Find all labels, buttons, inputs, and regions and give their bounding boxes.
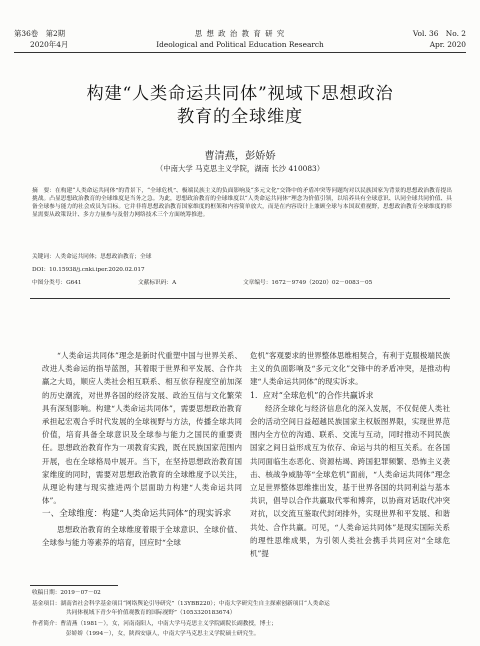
header-journal-en: Ideological and Political Education Research [156, 40, 324, 49]
left-paragraph-1: “人类命运共同体”理念是新时代重塑中国与世界关系、改进人类命运的指导蓝图，其着眼于世界和平发展、合作共赢之大局，顺应人类社会相互联系、相互依存程度空前加深的历史潮流，对世界各国的经济发展、政治互信与文化繁荣具有深刻影响。构建“人类命运共同体”，需要思想政治教育承担起宏观合乎时代发展的全球视野与方法，传播全球共同价值，培育具备全球意识及全球参与能力之国民的重要责任。思想政治教育作为一项教育实践，既在民族国家范围内开展，也在全球格局中展开。当下，在坚持思想政治教育国家维度的同时，需要对思想政治教育的全球维度予以关注，从理论构建与现实推进两个层面助力构建“人类命运共同体”。 [42, 351, 242, 506]
header-date-cn: 2020年4月 [30, 40, 69, 49]
title-line-2: 教育的全球维度 [177, 107, 303, 127]
received-date: 收稿日期：2019－07－02 [32, 590, 101, 596]
authors: 曹清燕，彭娇娇 [204, 151, 276, 162]
header-volume-en: Vol. 36 No. 2 [412, 29, 466, 38]
fund-line-2: 共同体视域下青少年价值观教育的国际视野”（1053320183674） [66, 610, 236, 616]
article-number: 文章编号：1672－9749（2020）02－0083－05 [243, 280, 373, 286]
subsection-heading-1: 1．应对“全球危机”的合作共赢诉求 [250, 390, 374, 400]
left-paragraph-2: 思想政治教育的全球维度着眼于全球意识、全球价值、全球参与能力等素养的培育，回应时“全球 [42, 524, 242, 547]
author-bio-2: 彭娇娇（1994－），女，陕西安康人，中南大学马克思主义学院硕士研究生。 [66, 631, 260, 637]
left-column [42, 349, 242, 549]
document-code: 文献标识码：A [138, 280, 177, 286]
header-journal-cn: 思 想 政 治 教 育 研 究 [194, 29, 286, 38]
clc-number: 中图分类号：G641 [32, 280, 82, 286]
doi: DOI：10.15938/j.cnki.iper.2020.02.017 [32, 267, 145, 273]
author-bio-1: 作者简介：曹清燕（1981－），女，河南南阳人，中南大学马克思主义学院副院长副教授，博士； [32, 621, 277, 627]
abstract-rule [30, 298, 450, 299]
title-line-1: 构建“人类命运共同体”视域下思想政治 [86, 84, 394, 104]
section-heading-1: 一、全球维度：构建“人类命运共同体”的现实诉求 [42, 509, 232, 520]
footnote-rule [30, 585, 118, 586]
header-volume-cn: 第36卷 第2期 [14, 29, 66, 38]
header-rule [14, 52, 466, 53]
fund-line-1: 基金项目：湖南省社会科学基金项目“网络舆论引导研究”（13YBB220）；中南大学研究生自主探索创新项目“人类命运 [32, 601, 330, 607]
right-column [250, 349, 450, 560]
right-paragraph-1: 危机”客观要求的世界整体思维相契合，有利于克服极端民族主义的负面影响及“多元文化”交锋中的矛盾冲突，是推动构建“人类命运共同体”的现实诉求。 [250, 351, 450, 387]
right-paragraph-2: 经济全球化与经济信息化的深入发展，不仅促使人类社会的活动空间日益超越民族国家主权版图界限，实现世界范围内全方位的沟通、联系、交流与互动，同时推动不同民族国家之间日益形成互为依存、命运与共的相互关系。在各国共同面临生态恶化、资源枯竭、跨国犯罪频繁、恐怖主义袭击、核战争威胁等“全球危机”面前，“人类命运共同体”理念立足世界整体思维推出发，基于世界各国的共同利益与基本共识，倡导以合作共赢取代零和博弈，以协商对话取代冲突对抗，以交流互鉴取代封闭排外，实现世界和平发展、和谐共处、合作共赢。可见，“人类命运共同体”是现实国际关系的理性思维成果，为引领人类社会携手共同应对“全球危机”提 [250, 403, 450, 559]
header-date-en: Apr. 2020 [429, 40, 466, 49]
abstract: 摘 要：在构建“人类命运共同体”的背景下，“全球危机”、极端民族主义的负面影响及“多元文化”交锋中的矛盾冲突等问题均对以民族国家为背景的思想政治教育提出挑战。凸显思想政治教育的全球维度是当务之急。为此，思想政治教育的全球维度以“人类命运共同体”理念为价值引领，以培养具有全球意识、认同全球共同价值、具备全球参与能力的社会成员为目标。它并非将思想政治教育国家维度的框架和内容简单放大，而是在内容设计上兼顾全球与本国双重视野，思想政治教育全球维度的彰显需要从政策设计、多方力量参与及借力网络技术三个方面统筹推进。 [32, 188, 452, 219]
keywords: 关键词：人类命运共同体；思想政治教育；全球 [32, 254, 152, 260]
affiliation: （中南大学 马克思主义学院，湖南 长沙 410083） [155, 164, 325, 173]
